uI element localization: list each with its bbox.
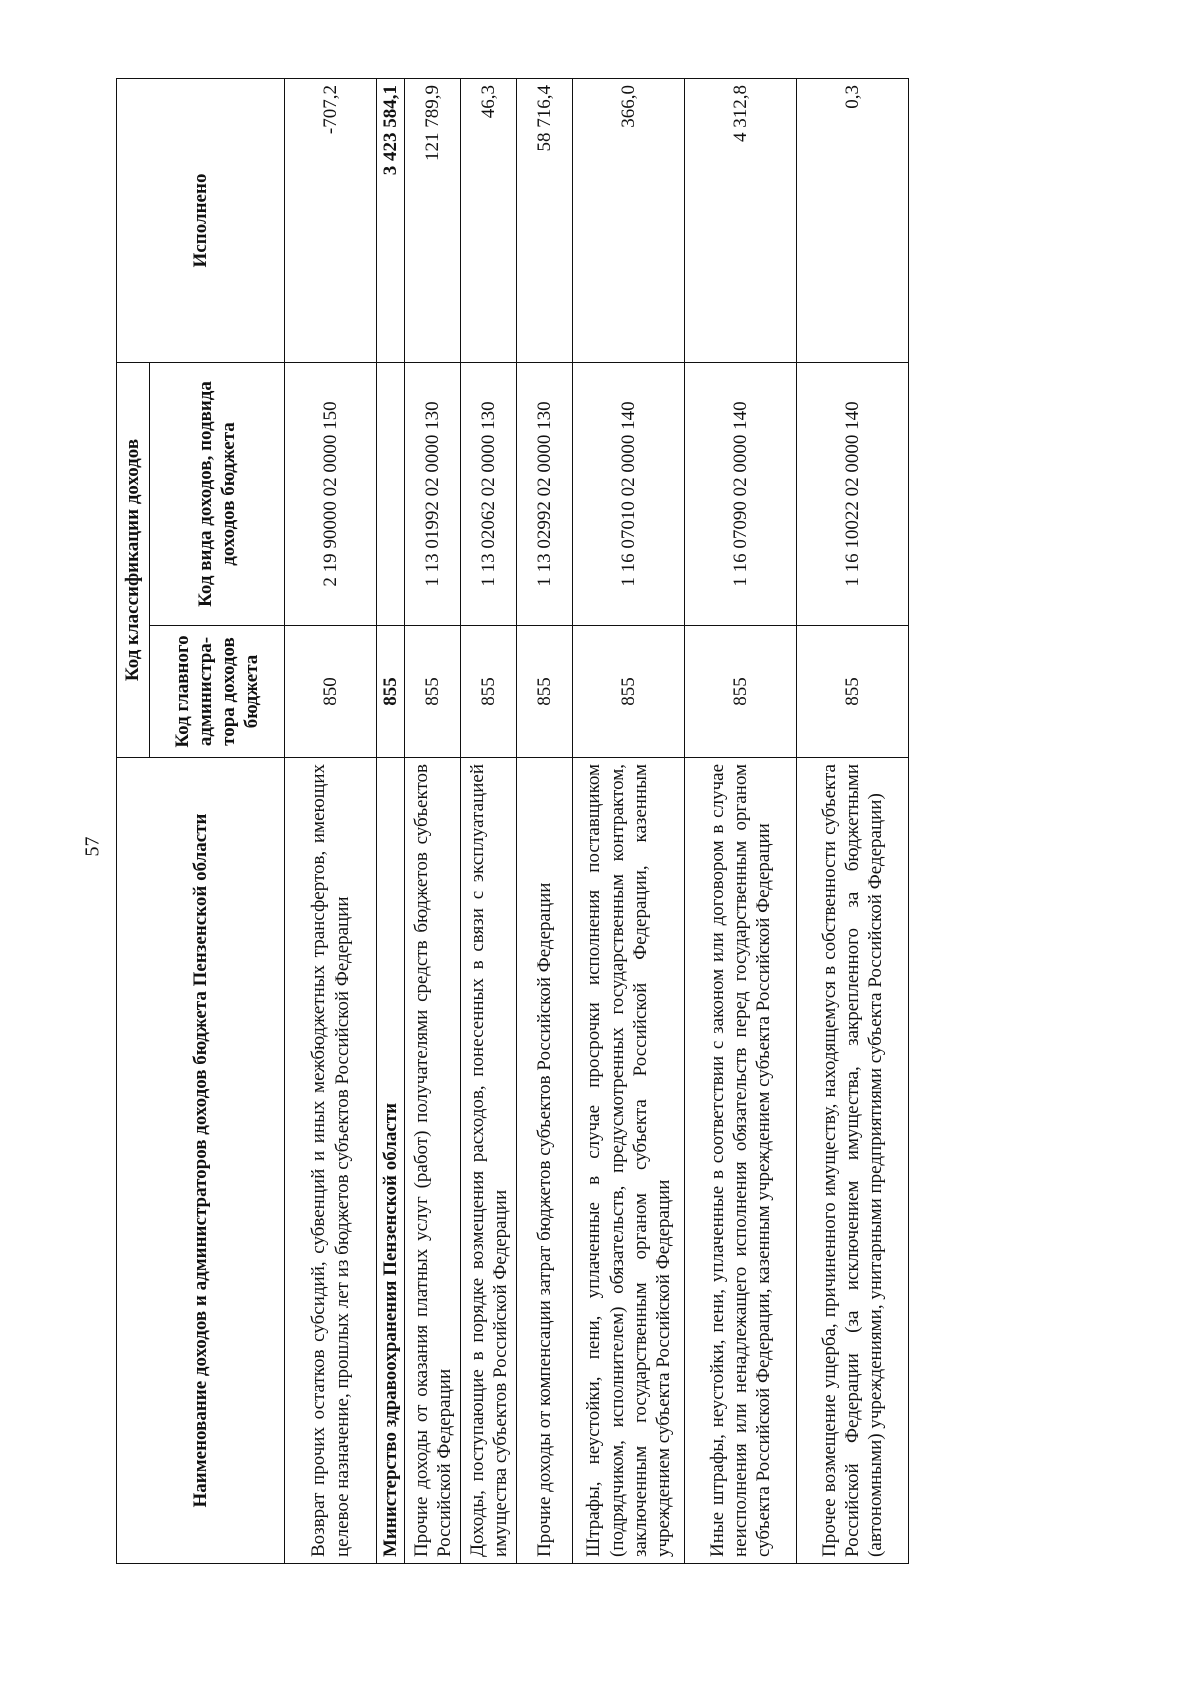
table-row bbox=[285, 79, 377, 1564]
table-header bbox=[117, 79, 285, 1564]
income-name: Министерство здравоохранения Пензенской области bbox=[377, 758, 405, 1564]
income-name: Иные штрафы, неустойки, пени, уплаченные в соответствии с законом или договором в случае неисполнения или ненадлежащего исполнения обязательств перед государственным органом субъекта Российской Федерации, казенным учреждением субъекта Российской Федерации bbox=[685, 758, 797, 1564]
amount: 46,3 bbox=[461, 79, 517, 363]
income-name: Прочее возмещение ущерба, причиненного имуществу, находящемуся в собственности субъекта Российской Федерации (за исключением имущества, закрепленного за бюджетными (автономными) учреждениями, унитарными предприятиями субъекта Российской Федерации) bbox=[797, 758, 909, 1564]
income-code: 1 13 02062 02 0000 130 bbox=[461, 363, 517, 626]
admin-code: 855 bbox=[573, 626, 685, 758]
table-row bbox=[461, 79, 517, 1564]
income-code: 1 16 10022 02 0000 140 bbox=[797, 363, 909, 626]
table-row bbox=[517, 79, 573, 1564]
page-number: 57 bbox=[81, 836, 104, 857]
table-row bbox=[377, 79, 405, 1564]
income-name: Возврат прочих остатков субсидий, субвенций и иных межбюджетных трансфертов, имеющих целевое назначение, прошлых лет из бюджетов субъектов Российской Федерации bbox=[285, 758, 377, 1564]
table-row bbox=[405, 79, 461, 1564]
admin-code: 855 bbox=[685, 626, 797, 758]
income-code: 1 16 07010 02 0000 140 bbox=[573, 363, 685, 626]
amount: 366,0 bbox=[573, 79, 685, 363]
table-row bbox=[573, 79, 685, 1564]
income-name: Доходы, поступающие в порядке возмещения расходов, понесенных в связи с эксплуатацией имущества субъектов Российской Федерации bbox=[461, 758, 517, 1564]
amount: 121 789,9 bbox=[405, 79, 461, 363]
header-row-top bbox=[117, 79, 150, 1564]
amount: 58 716,4 bbox=[517, 79, 573, 363]
admin-code: 855 bbox=[377, 626, 405, 758]
income-code: 1 16 07090 02 0000 140 bbox=[685, 363, 797, 626]
header-classification-group: Код классификации доходов bbox=[117, 363, 150, 758]
header-name: Наименование доходов и администраторов доходов бюджета Пензенской области bbox=[117, 758, 285, 1564]
income-name: Прочие доходы от компенсации затрат бюджетов субъектов Российской Федерации bbox=[517, 758, 573, 1564]
amount: 3 423 584,1 bbox=[377, 79, 405, 363]
table-row bbox=[685, 79, 797, 1564]
amount: -707,2 bbox=[285, 79, 377, 363]
income-name: Прочие доходы от оказания платных услуг (работ) получателями средств бюджетов субъектов Российской Федерации bbox=[405, 758, 461, 1564]
admin-code: 850 bbox=[285, 626, 377, 758]
table-body bbox=[285, 79, 909, 1564]
header-amount: Исполнено bbox=[117, 79, 285, 363]
admin-code: 855 bbox=[517, 626, 573, 758]
admin-code: 855 bbox=[461, 626, 517, 758]
amount: 0,3 bbox=[797, 79, 909, 363]
income-code: 1 13 01992 02 0000 130 bbox=[405, 363, 461, 626]
header-admin-code: Код главного администра-тора доходов бюджета bbox=[150, 626, 285, 758]
income-code bbox=[377, 363, 405, 626]
amount: 4 312,8 bbox=[685, 79, 797, 363]
income-table bbox=[116, 78, 909, 1564]
header-income-code: Код вида доходов, подвида доходов бюджета bbox=[150, 363, 285, 626]
income-code: 1 13 02992 02 0000 130 bbox=[517, 363, 573, 626]
income-code: 2 19 90000 02 0000 150 bbox=[285, 363, 377, 626]
income-name: Штрафы, неустойки, пени, уплаченные в случае просрочки исполнения поставщиком (подрядчиком, исполнителем) обязательств, предусмотренных государственным контрактом, заключенным государственным органом субъекта Российской Федерации, казенным учреждением субъекта Российской Федерации bbox=[573, 758, 685, 1564]
table-row bbox=[797, 79, 909, 1564]
admin-code: 855 bbox=[405, 626, 461, 758]
admin-code: 855 bbox=[797, 626, 909, 758]
rotated-table-container bbox=[116, 79, 887, 1564]
